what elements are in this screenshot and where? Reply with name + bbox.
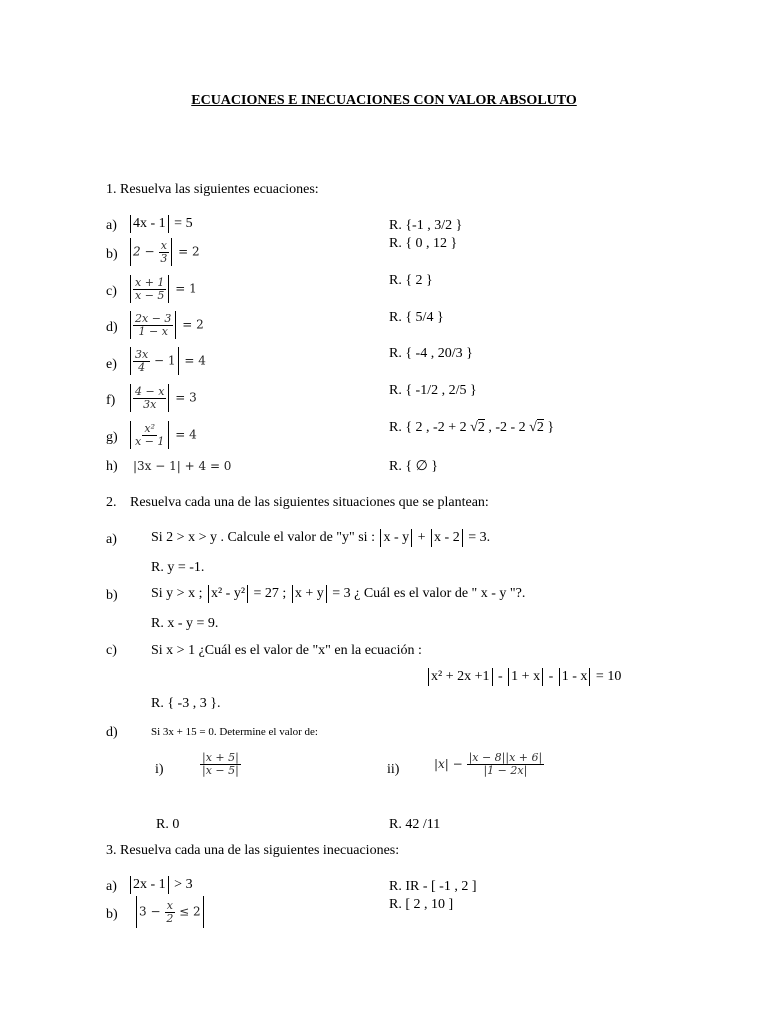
s2-b-text: Si y > x ; x² - y² = 27 ; x + y = 3 ¿ Cuál es el valor de " x - y "?. <box>151 586 526 602</box>
section-2-heading: Resuelva cada una de las siguientes situaciones que se plantean: <box>130 495 489 510</box>
s3-b-answer: R. [ 2 , 10 ] <box>389 897 454 912</box>
section-3-heading: 3. Resuelva cada una de las siguientes inecuaciones: <box>106 843 400 858</box>
s1-c-answer: R. { 2 } <box>389 273 433 288</box>
s1-b-label: b) <box>106 247 118 262</box>
s1-h-label: h) <box>106 459 118 474</box>
s1-h-equation: |3x − 1| + 4 = 0 <box>133 459 232 473</box>
s2-b-answer: R. x - y = 9. <box>151 616 219 631</box>
s2-d-answer-i: R. 0 <box>156 817 180 832</box>
s1-e-answer: R. { -4 , 20/3 } <box>389 346 473 361</box>
section-1-heading: 1. Resuelva las siguientes ecuaciones: <box>106 182 319 197</box>
s1-c-equation: $\frac{x + 1}{x - 5}$ = 1 <box>128 275 197 303</box>
s2-b-label: b) <box>106 588 118 603</box>
s2-d-ii-expression: |x| − $\frac{|x - 8||x + 6|}{|1 - 2x|}$ <box>434 751 543 777</box>
s1-g-label: g) <box>106 430 118 445</box>
s1-b-answer: R. { 0 , 12 } <box>389 236 458 251</box>
s1-d-answer: R. { 5/4 } <box>389 310 444 325</box>
s2-d-i-label: i) <box>155 762 164 777</box>
s1-g-equation: $\frac{\text{x²}}{x - 1}$ = 4 <box>128 421 197 449</box>
s1-h-answer: R. { ∅ } <box>389 459 438 474</box>
s2-d-label: d) <box>106 725 118 740</box>
s2-d-ii-label: ii) <box>387 762 400 777</box>
s3-b-equation: 3 − $\frac{x}{2}$ ≤ 2 <box>134 896 206 928</box>
s1-a-label: a) <box>106 218 117 233</box>
s2-a-answer: R. y = -1. <box>151 560 205 575</box>
s2-a-text: Si 2 > x > y . Calcule el valor de "y" si : x - y + x - 2 = 3. <box>151 530 491 546</box>
empty-set-icon: ∅ <box>415 459 428 474</box>
s1-e-label: e) <box>106 357 117 372</box>
s1-b-equation: 2 − $\frac{x}{3}$ = 2 <box>128 238 200 266</box>
s1-g-answer: R. { 2 , -2 + 2 √2 , -2 - 2 √2 } <box>389 420 555 435</box>
s1-f-label: f) <box>106 393 116 408</box>
s2-d-text: Si 3x + 15 = 0. Determine el valor de: <box>151 726 318 738</box>
s2-c-text: Si x > 1 ¿Cuál es el valor de "x" en la ecuación : <box>151 643 422 658</box>
s1-f-answer: R. { -1/2 , 2/5 } <box>389 383 477 398</box>
s1-d-equation: $\frac{2x - 3}{1 - x}$ = 2 <box>128 311 204 339</box>
s1-a-answer: R. {-1 , 3/2 } <box>389 218 463 233</box>
s1-a-equation: 4x - 1 = 5 <box>128 215 193 233</box>
s2-d-answer-ii: R. 42 /11 <box>389 817 441 832</box>
s2-a-label: a) <box>106 532 117 547</box>
s2-c-answer: R. { -3 , 3 }. <box>151 696 221 711</box>
s3-a-equation: 2x - 1 > 3 <box>128 876 193 894</box>
s3-a-answer: R. IR - [ -1 , 2 ] <box>389 879 477 894</box>
s2-d-i-fraction: $\frac{|x + 5|}{|x - 5|}$ <box>202 751 239 777</box>
s1-f-equation: $\frac{4 - x}{3x}$ = 3 <box>128 384 197 412</box>
s2-c-label: c) <box>106 643 117 658</box>
s1-d-label: d) <box>106 320 118 335</box>
s2-c-equation: x² + 2x +1 - 1 + x - 1 - x = 10 <box>426 668 621 686</box>
s3-a-label: a) <box>106 879 117 894</box>
document-title: ECUACIONES E INECUACIONES CON VALOR ABSOLUTO <box>191 93 577 108</box>
section-2-number: 2. <box>106 495 117 510</box>
s1-c-label: c) <box>106 284 117 299</box>
s3-b-label: b) <box>106 907 118 922</box>
s1-e-equation: $\frac{3x}{4}$ − 1 = 4 <box>128 347 206 375</box>
